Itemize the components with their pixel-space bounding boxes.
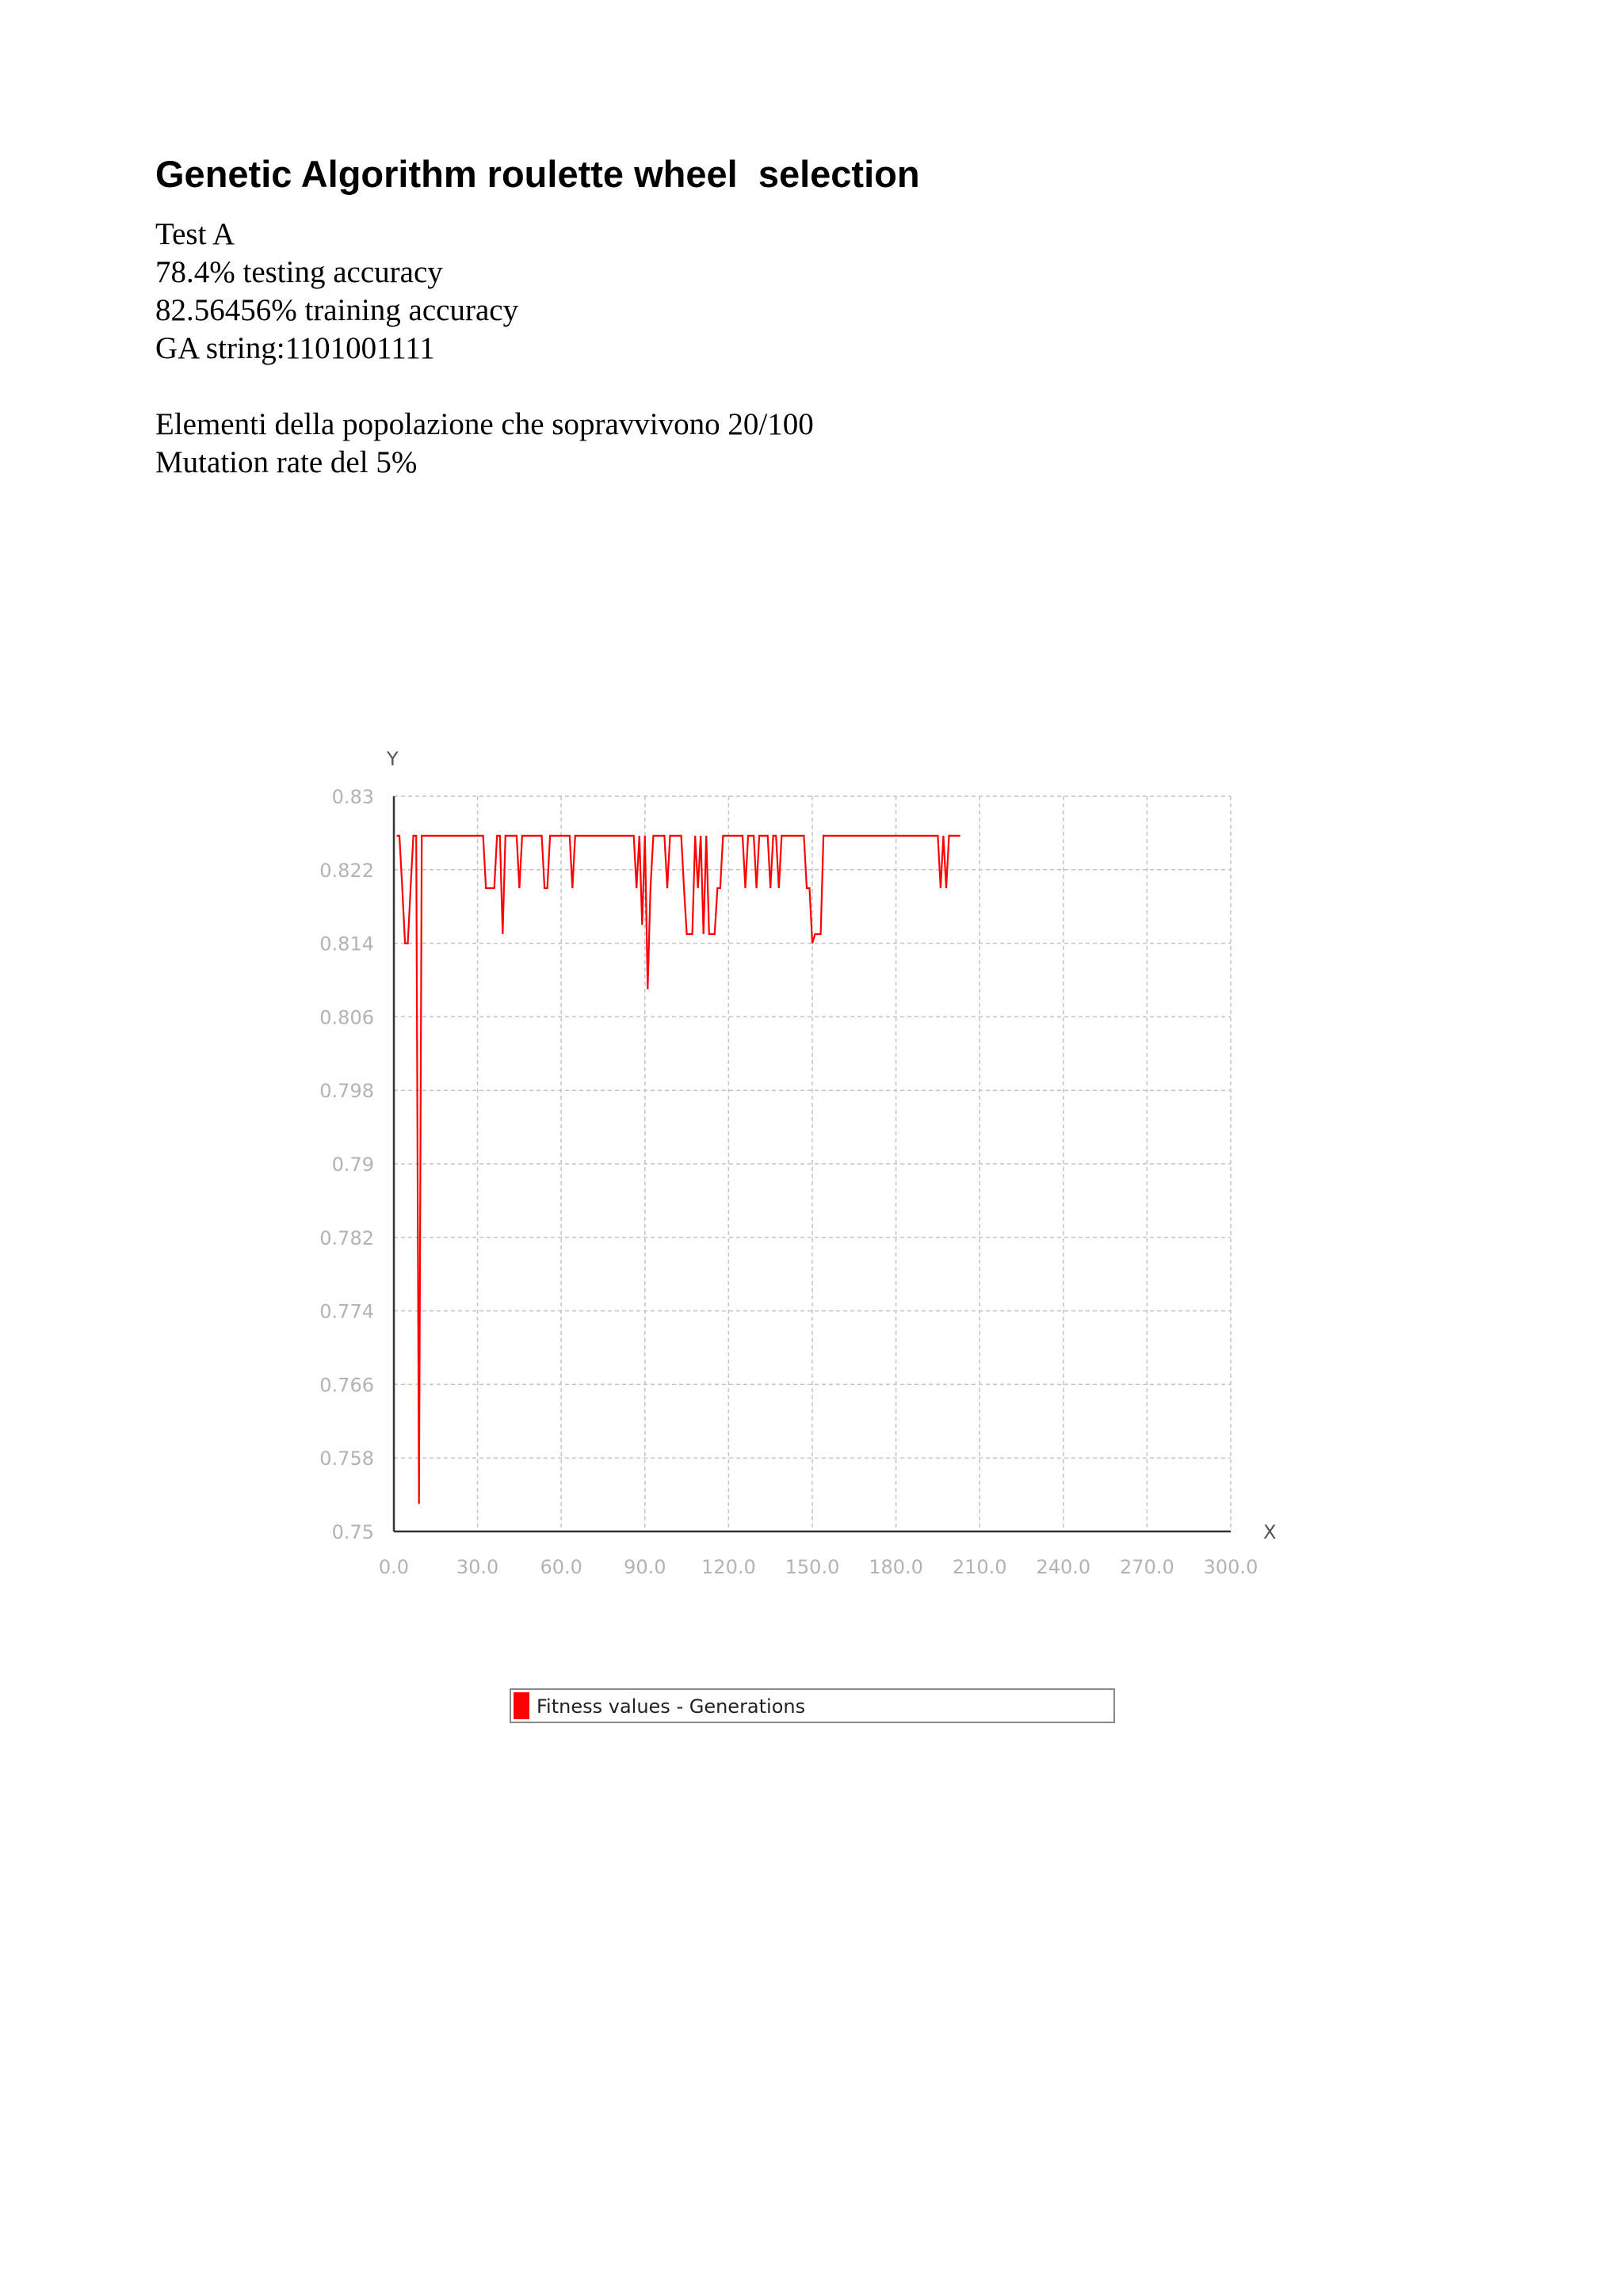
y-tick-label: 0.822 [319, 859, 374, 882]
x-tick-label: 180.0 [869, 1556, 923, 1578]
ga-string-text: GA string:1101001111 [155, 331, 435, 365]
y-axis-label: Y [387, 748, 399, 770]
x-tick-label: 240.0 [1036, 1556, 1091, 1578]
training-accuracy-text: 82.56456% training accuracy [155, 293, 519, 327]
y-tick-label: 0.782 [319, 1226, 374, 1249]
series-layer [397, 836, 960, 1504]
testing-accuracy-text: 78.4% testing accuracy [155, 255, 443, 289]
y-tick-label: 0.766 [319, 1374, 374, 1397]
legend-item: Fitness values - Generations [537, 1695, 806, 1718]
legend-swatch [514, 1692, 529, 1719]
x-tick-label: 270.0 [1120, 1556, 1174, 1578]
grid-lines [394, 796, 1231, 1531]
x-tick-label: 120.0 [701, 1556, 756, 1578]
y-tick-label: 0.806 [319, 1006, 374, 1029]
x-tick-label: 60.0 [540, 1556, 582, 1578]
page-title: Genetic Algorithm roulette wheel selection [155, 153, 920, 195]
x-tick-label: 300.0 [1203, 1556, 1258, 1578]
population-survivors-text: Elementi della popolazione che sopravvivono 20/100 [155, 407, 814, 441]
legend [510, 1689, 1114, 1722]
y-tick-label: 0.79 [331, 1154, 374, 1176]
y-tick-label: 0.798 [319, 1080, 374, 1103]
x-axis-label: X [1263, 1521, 1277, 1543]
test-label: Test A [155, 217, 235, 251]
x-tick-label: 150.0 [785, 1556, 840, 1578]
y-tick-label: 0.75 [331, 1521, 374, 1543]
x-tick-label: 210.0 [952, 1556, 1007, 1578]
x-tick-label: 30.0 [456, 1556, 499, 1578]
tick-labels [319, 786, 1258, 1578]
series-line-fitness [397, 836, 960, 1504]
y-tick-label: 0.774 [319, 1300, 374, 1323]
y-tick-label: 0.758 [319, 1447, 374, 1470]
mutation-rate-text: Mutation rate del 5% [155, 445, 418, 479]
x-tick-label: 90.0 [624, 1556, 666, 1578]
y-tick-label: 0.814 [319, 933, 374, 955]
x-tick-label: 0.0 [378, 1556, 410, 1578]
y-tick-label: 0.83 [331, 786, 374, 808]
